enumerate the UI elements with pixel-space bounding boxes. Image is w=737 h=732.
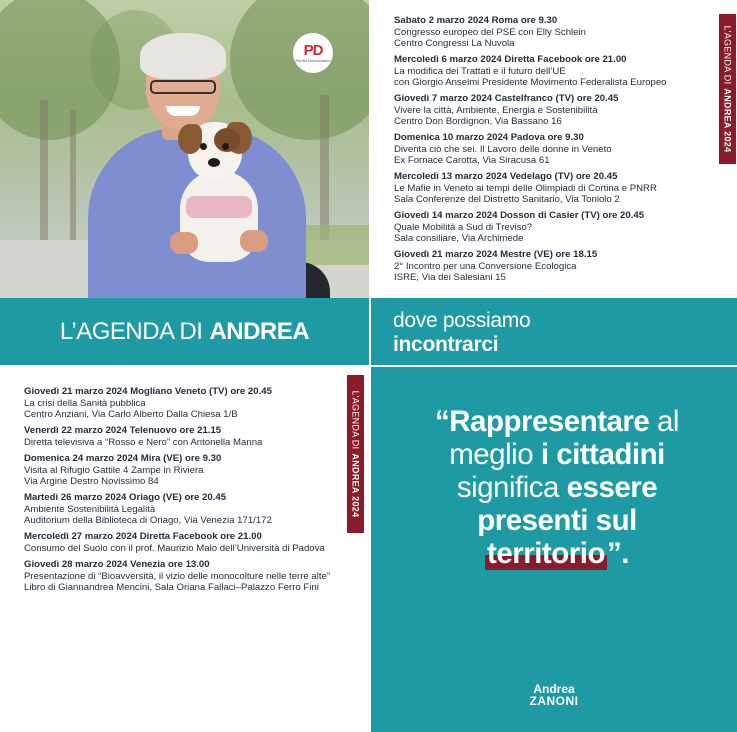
pd-logo: [293, 33, 333, 73]
event-detail: Centro Congressi La Nuvola: [394, 38, 515, 49]
event-detail: ISRE, Via dei Salesiani 15: [394, 272, 506, 283]
event-detail: Consumo del Suolo con il prof. Maurizio Malo dell’Università di Padova: [24, 543, 325, 554]
event-item: [394, 249, 719, 283]
event-detail: Sala Conferenze del Distretto Sanitario, Via Toniolo 2: [394, 194, 620, 205]
side-tab-text: L’AGENDA DIANDREA 2024: [722, 25, 733, 153]
event-detail: Diretta televisiva a “Rosso e Nero” con Antonella Manna: [24, 437, 263, 448]
event-detail: Libro di Giannandrea Mencini, Sala Oriana Fallaci–Palazzo Ferro Fini: [24, 582, 319, 593]
agenda-title-bold: ANDREA: [209, 317, 310, 345]
event-detail: Ex Fornace Carotta, Via Siracusa 61: [394, 155, 550, 166]
event-heading: Sabato 2 marzo 2024 Roma ore 9.30: [394, 15, 558, 26]
side-tab: [347, 375, 364, 533]
event-item: [24, 453, 349, 487]
pd-logo-subtitle: Partito Democratico: [295, 58, 331, 63]
event-item: [394, 15, 719, 49]
meet-band: [371, 298, 737, 365]
event-heading: Giovedì 14 marzo 2024 Dosson di Casier (TV) ore 20.45: [394, 210, 645, 221]
event-heading: Domenica 24 marzo 2024 Mira (VE) ore 9.30: [24, 453, 222, 464]
event-detail: La modifica dei Trattati e il futuro dell’UE: [394, 66, 566, 77]
event-detail: Diventa ciò che sei. Il Lavoro delle donne in Veneto: [394, 144, 612, 155]
event-detail: Presentazione di “Bioavversità, il vizio delle monocolture nelle terre alte”: [24, 571, 331, 582]
event-list: [394, 15, 719, 288]
meet-band-line1: dove possiamo: [393, 309, 531, 332]
event-item: [394, 132, 719, 166]
event-item: [394, 210, 719, 244]
meet-band-line2: incontrarci: [393, 333, 499, 356]
event-heading: Giovedì 21 marzo 2024 Mogliano Veneto (TV) ore 20.45: [24, 386, 272, 397]
event-detail: 2° Incontro per una Conversione Ecologica: [394, 261, 577, 272]
side-tab-text: L’AGENDA DIANDREA 2024: [350, 390, 361, 518]
event-detail: Auditorium della Biblioteca di Oriago, Via Venezia 171/172: [24, 515, 272, 526]
signature: [371, 683, 737, 707]
event-heading: Mercoledì 13 marzo 2024 Vedelago (TV) ore 20.45: [394, 171, 618, 182]
agenda-tile-2: [0, 367, 369, 732]
side-tab: [719, 14, 736, 164]
event-list: [24, 386, 349, 598]
event-detail: Via Argine Destro Novissimo 84: [24, 476, 159, 487]
agenda-title-band: [0, 298, 369, 365]
signature-last: ZANONI: [529, 694, 579, 708]
event-heading: Venerdì 22 marzo 2024 Telenuovo ore 21.15: [24, 425, 222, 436]
event-detail: Centro Don Bordignon, Via Bassano 16: [394, 116, 562, 127]
event-heading: Giovedì 28 marzo 2024 Venezia ore 13.00: [24, 559, 210, 570]
quote-tile: [371, 367, 737, 732]
event-detail: Visita al Rifugio Gattile 4 Zampe in Riviera: [24, 465, 204, 476]
event-detail: Centro Anziani, Via Carlo Alberto Dalla Chiesa 1/B: [24, 409, 238, 420]
event-detail: Le Mafie in Veneto ai tempi delle Olimpiadi di Cortina e PNRR: [394, 183, 657, 194]
event-item: [394, 93, 719, 127]
event-detail: Ambiente Sostenibilità Legalità: [24, 504, 156, 515]
event-item: [24, 492, 349, 526]
photo-tile: [0, 0, 369, 365]
pd-logo-mark: PD: [303, 42, 323, 59]
event-heading: Martedì 26 marzo 2024 Oriago (VE) ore 20.45: [24, 492, 227, 503]
event-detail: Sala consiliare, Via Archimede: [394, 233, 524, 244]
highlighted-word: territorio: [487, 537, 605, 570]
agenda-tile-1: [371, 0, 737, 365]
event-heading: Mercoledì 27 marzo 2024 Diretta Facebook ore 21.00: [24, 531, 262, 542]
event-item: [24, 386, 349, 420]
event-detail: Vivere la città, Ambiente, Energia e Sostenibilità: [394, 105, 598, 116]
event-item: [24, 425, 349, 448]
signature-first: Andrea: [533, 682, 575, 696]
event-heading: Domenica 10 marzo 2024 Padova ore 9.30: [394, 132, 584, 143]
quote-text: “Rappresentare al meglio i cittadini significa essere presenti sul territorio”.: [434, 405, 679, 570]
event-heading: Giovedì 7 marzo 2024 Castelfranco (TV) ore 20.45: [394, 93, 619, 104]
event-detail: Congresso europeo del PSE con Elly Schlein: [394, 27, 586, 38]
event-detail: con Giorgio Anselmi Presidente Movimento Federalista Europeo: [394, 77, 667, 88]
agenda-title-light: L’AGENDA DI: [59, 317, 203, 345]
event-heading: Giovedì 21 marzo 2024 Mestre (VE) ore 18.15: [394, 249, 598, 260]
event-item: [24, 559, 349, 593]
event-detail: La crisi della Sanità pubblica: [24, 398, 146, 409]
event-item: [394, 171, 719, 205]
event-heading: Mercoledì 6 marzo 2024 Diretta Facebook ore 21.00: [394, 54, 627, 65]
event-detail: Quale Mobilità a Sud di Treviso?: [394, 222, 533, 233]
event-item: [24, 531, 349, 554]
event-item: [394, 54, 719, 88]
